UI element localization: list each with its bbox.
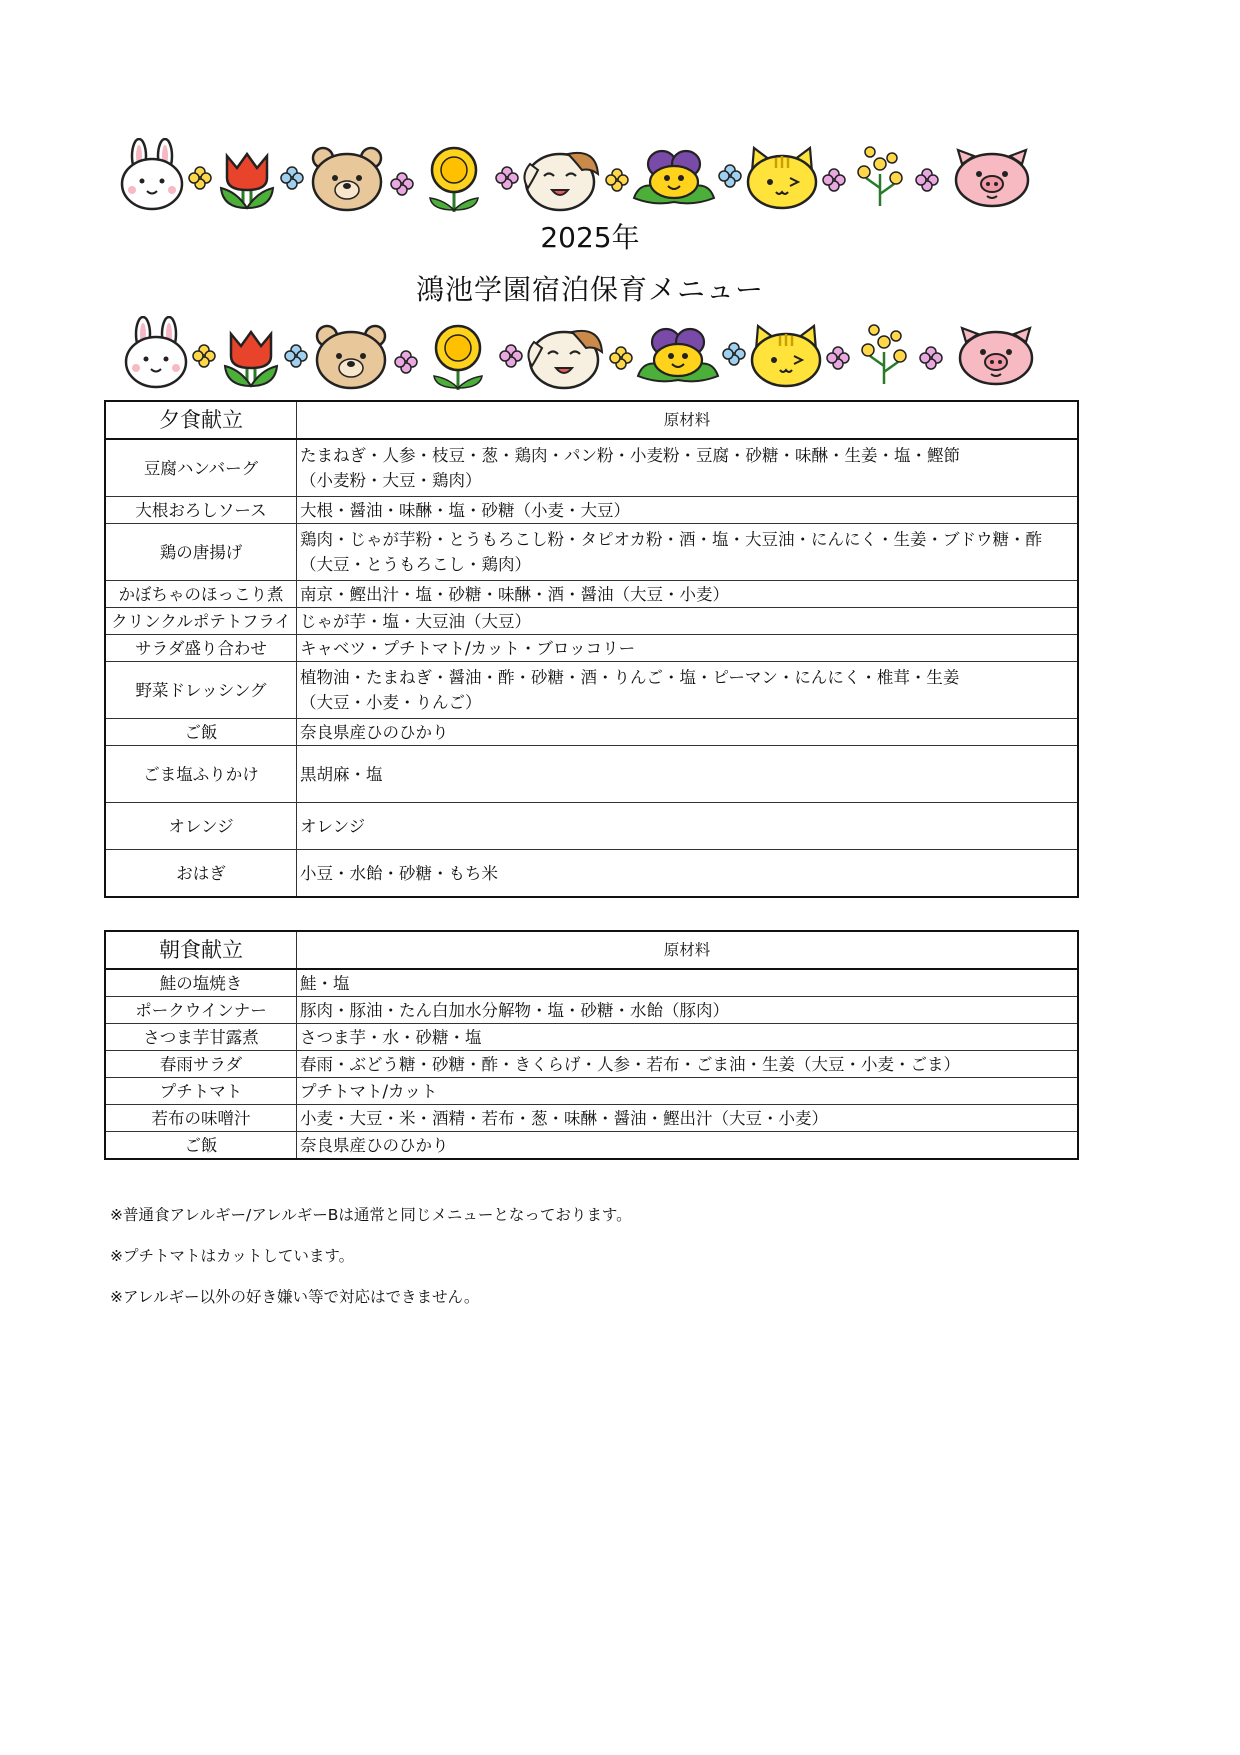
allergens-line: （小麦粉・大豆・鶏肉）: [300, 471, 482, 490]
footnotes: [110, 1205, 1010, 1328]
breakfast-heading: 朝食献立: [105, 931, 297, 969]
dish-name: オレンジ: [105, 803, 297, 850]
dish-ingredients: 奈良県産ひのひかり: [297, 719, 1079, 746]
pig-icon: [960, 328, 1032, 384]
dish-name: 大根おろしソース: [105, 497, 297, 524]
dish-ingredients: 小麦・大豆・米・酒精・若布・葱・味醂・醤油・鰹出汁（大豆・小麦）: [297, 1105, 1079, 1132]
dish-ingredients: じゃが芋・塩・大豆油（大豆）: [297, 608, 1079, 635]
sparkle-flower-icon: [189, 167, 211, 189]
sparkle-flower-icon: [496, 167, 518, 189]
ingredients-line: 鶏肉・じゃが芋粉・とうもろこし粉・タピオカ粉・酒・塩・大豆油・にんにく・生姜・ブドウ糖・酢: [300, 530, 1043, 549]
bear-icon: [313, 148, 381, 210]
table-row: [105, 662, 1078, 719]
table-row: [105, 1024, 1078, 1051]
table-header-row: [105, 931, 1078, 969]
dog-icon: [528, 331, 602, 388]
dish-name: 若布の味噌汁: [105, 1105, 297, 1132]
dish-ingredients: 春雨・ぶどう糖・砂糖・酢・きくらげ・人参・若布・ごま油・生姜（大豆・小麦・ごま）: [297, 1051, 1079, 1078]
dish-name: ご飯: [105, 719, 297, 746]
cat-icon: [752, 326, 820, 386]
cat-icon: [748, 148, 816, 208]
sparkle-flower-icon: [395, 351, 417, 373]
dish-name: 野菜ドレッシング: [105, 662, 297, 719]
rabbit-icon: [122, 139, 182, 209]
dish-name: 春雨サラダ: [105, 1051, 297, 1078]
page-year: 2025年: [540, 221, 640, 254]
table-row: [105, 581, 1078, 608]
table-header-row: [105, 401, 1078, 439]
sparkle-flower-icon: [391, 173, 413, 195]
dish-ingredients: さつま芋・水・砂糖・塩: [297, 1024, 1079, 1051]
sparkle-flower-icon: [193, 345, 215, 367]
table-row: [105, 497, 1078, 524]
rapeseed-flower-icon: [858, 147, 902, 206]
pansy-icon: [634, 151, 714, 203]
dish-name: ご飯: [105, 1132, 297, 1160]
allergens-line: （大豆・とうもろこし・鶏肉）: [300, 555, 531, 574]
table-row: [105, 608, 1078, 635]
tulip-icon: [225, 332, 277, 386]
dish-ingredients: プチトマト/カット: [297, 1078, 1079, 1105]
table-row: [105, 1051, 1078, 1078]
table-row: [105, 1105, 1078, 1132]
table-row: [105, 997, 1078, 1024]
table-row: [105, 635, 1078, 662]
sparkle-flower-icon: [827, 347, 849, 369]
dish-ingredients: 奈良県産ひのひかり: [297, 1132, 1079, 1160]
sparkle-flower-icon: [610, 347, 632, 369]
table-row: [105, 719, 1078, 746]
dish-ingredients: [297, 524, 1079, 581]
pig-icon: [956, 150, 1028, 206]
footnote: ※アレルギー以外の好き嫌い等で対応はできません。: [110, 1288, 480, 1306]
dandelion-icon: [434, 326, 482, 390]
table-row: [105, 850, 1078, 898]
dish-name: プチトマト: [105, 1078, 297, 1105]
footnote: ※普通食アレルギー/アレルギーBは通常と同じメニューとなっております。: [110, 1206, 632, 1224]
sparkle-flower-icon: [500, 345, 522, 367]
table-row: [105, 1078, 1078, 1105]
table-row: [105, 803, 1078, 850]
rapeseed-flower-icon: [862, 325, 906, 384]
dish-name: 鶏の唐揚げ: [105, 524, 297, 581]
breakfast-menu-table: [104, 930, 1079, 1160]
table-row: [105, 524, 1078, 581]
decoration-banner-top: [112, 138, 1072, 212]
sparkle-flower-icon: [719, 165, 741, 187]
dish-ingredients: 黒胡麻・塩: [297, 746, 1079, 803]
dish-ingredients: 鮭・塩: [297, 969, 1079, 997]
ingredients-line: たまねぎ・人参・枝豆・葱・鶏肉・パン粉・小麦粉・豆腐・砂糖・味醂・生姜・塩・鰹節: [300, 446, 960, 465]
sparkle-flower-icon: [916, 169, 938, 191]
dish-name: ごま塩ふりかけ: [105, 746, 297, 803]
allergens-line: （大豆・小麦・りんご）: [300, 693, 482, 712]
dish-name: クリンクルポテトフライ: [105, 608, 297, 635]
dish-ingredients: 豚肉・豚油・たん白加水分解物・塩・砂糖・水飴（豚肉）: [297, 997, 1079, 1024]
dish-ingredients: 大根・醤油・味醂・塩・砂糖（小麦・大豆）: [297, 497, 1079, 524]
dish-ingredients: 小豆・水飴・砂糖・もち米: [297, 850, 1079, 898]
dish-name: ポークウインナー: [105, 997, 297, 1024]
page-title: 鴻池学園宿泊保育メニュー: [415, 273, 764, 306]
sparkle-flower-icon: [281, 167, 303, 189]
sparkle-flower-icon: [723, 343, 745, 365]
dish-name: さつま芋甘露煮: [105, 1024, 297, 1051]
dish-name: 鮭の塩焼き: [105, 969, 297, 997]
sparkle-flower-icon: [823, 169, 845, 191]
decoration-banner-bottom: [112, 316, 1072, 390]
table-row: [105, 439, 1078, 497]
dish-ingredients: 南京・鰹出汁・塩・砂糖・味醂・酒・醤油（大豆・小麦）: [297, 581, 1079, 608]
dish-ingredients: [297, 439, 1079, 497]
dish-name: 豆腐ハンバーグ: [105, 439, 297, 497]
tulip-icon: [221, 154, 273, 208]
dandelion-icon: [430, 148, 478, 212]
dish-name: かぼちゃのほっこり煮: [105, 581, 297, 608]
table-row: [105, 1132, 1078, 1160]
dish-ingredients: キャベツ・プチトマト/カット・ブロッコリー: [297, 635, 1079, 662]
footnote: ※プチトマトはカットしています。: [110, 1247, 355, 1265]
dish-name: サラダ盛り合わせ: [105, 635, 297, 662]
ingredients-line: 植物油・たまねぎ・醤油・酢・砂糖・酒・りんご・塩・ピーマン・にんにく・椎茸・生姜: [300, 668, 960, 687]
sparkle-flower-icon: [285, 345, 307, 367]
ingredients-heading: 原材料: [297, 931, 1079, 969]
dish-ingredients: オレンジ: [297, 803, 1079, 850]
dinner-heading: 夕食献立: [105, 401, 297, 439]
dish-ingredients: [297, 662, 1079, 719]
rabbit-icon: [126, 317, 186, 387]
bear-icon: [317, 326, 385, 388]
table-row: [105, 746, 1078, 803]
sparkle-flower-icon: [920, 347, 942, 369]
pansy-icon: [638, 329, 718, 381]
dinner-menu-table: [104, 400, 1079, 898]
dog-icon: [524, 153, 598, 210]
table-row: [105, 969, 1078, 997]
dish-name: おはぎ: [105, 850, 297, 898]
sparkle-flower-icon: [606, 169, 628, 191]
ingredients-heading: 原材料: [297, 401, 1079, 439]
